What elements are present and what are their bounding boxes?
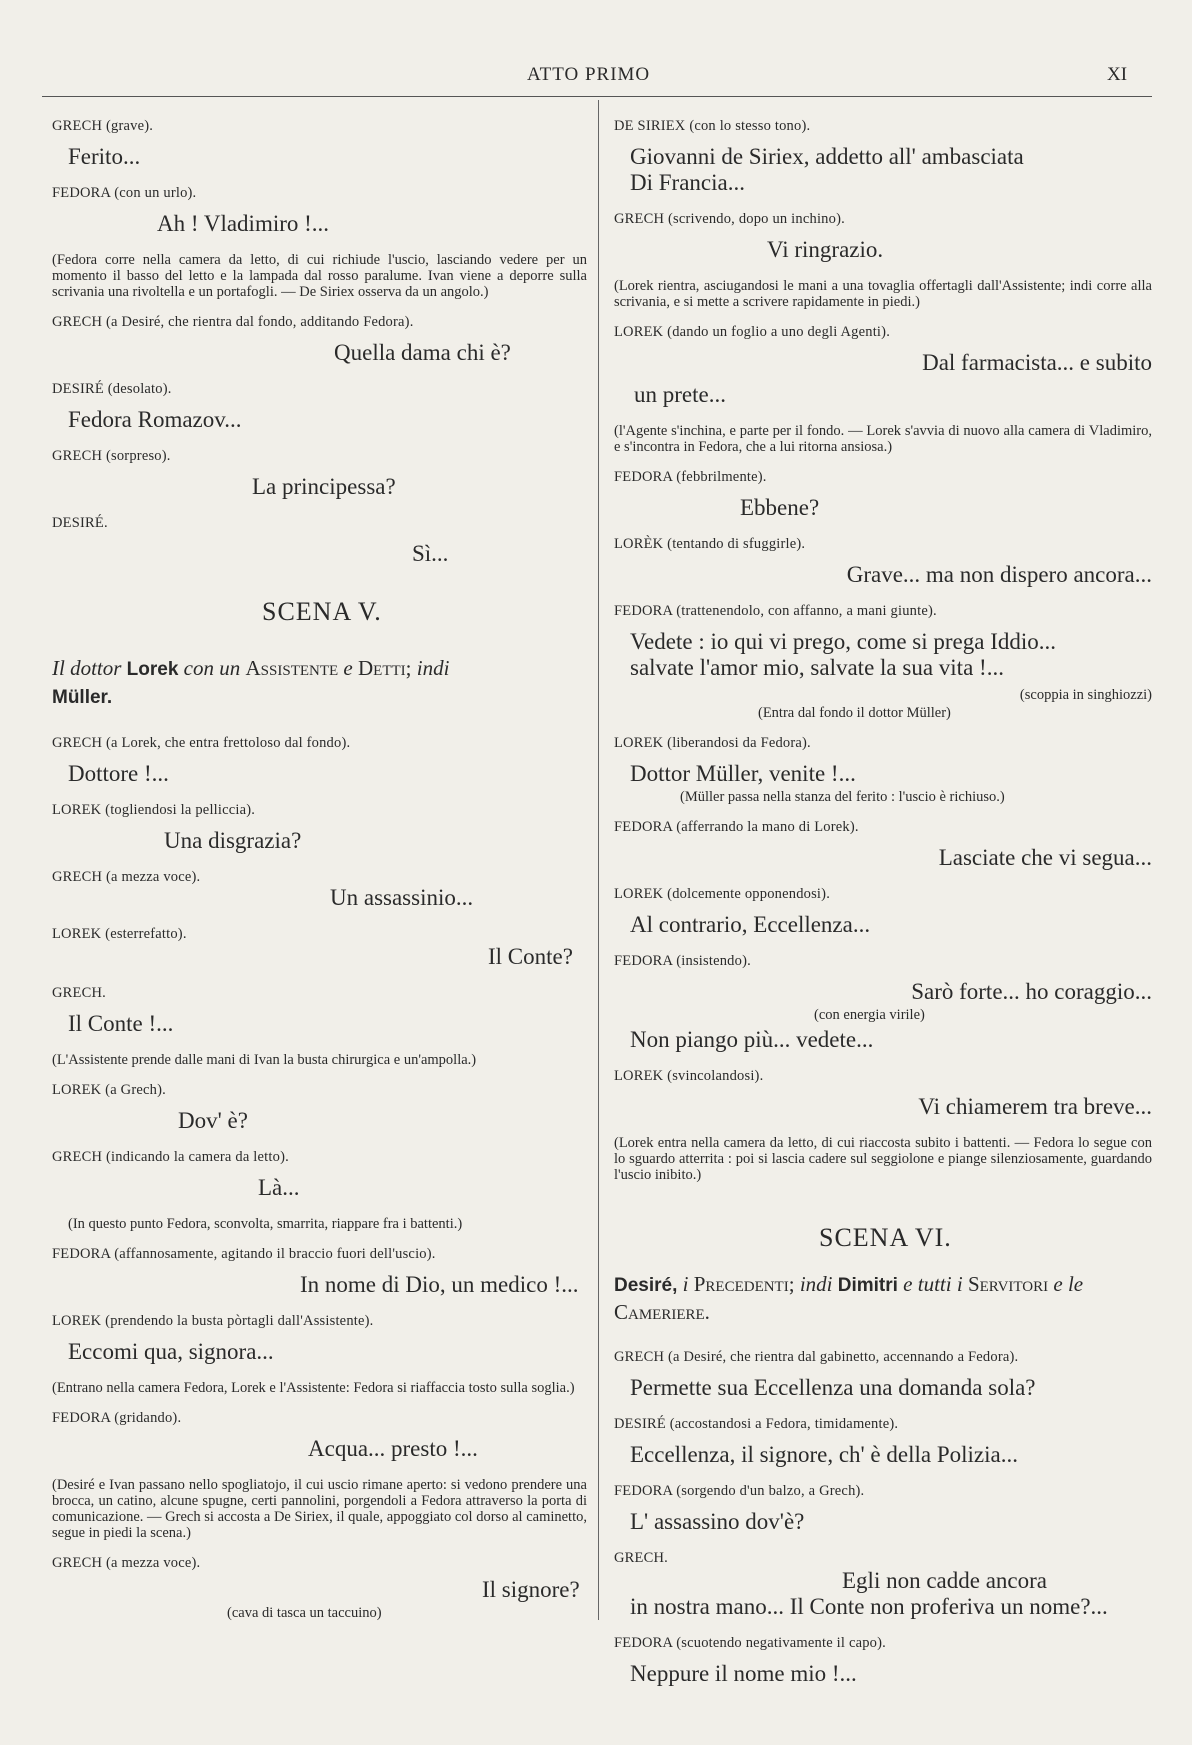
- dialogue-line: La principessa?: [252, 474, 396, 499]
- dialogue-line: Dottor Müller, venite !...: [630, 761, 856, 786]
- stage-direction: (Müller passa nella stanza del ferito : l'uscio è richiuso.): [680, 789, 1005, 805]
- dialogue-line: un prete...: [634, 382, 726, 407]
- speaker-line: LOREK (dolcemente opponendosi).: [614, 886, 831, 902]
- dialogue-line: Il Conte !...: [68, 1011, 174, 1036]
- dialogue-line: Vi ringrazio.: [767, 237, 884, 262]
- speaker-line: LOREK (prendendo la busta pòrtagli dall'Assistente).: [52, 1313, 374, 1329]
- speaker-line: GRECH (a mezza voce).: [52, 869, 201, 885]
- dialogue-line: Lasciate che vi segua...: [938, 845, 1152, 870]
- dialogue-line: Egli non cadde ancora: [842, 1568, 1047, 1593]
- stage-direction: (l'Agente s'inchina, e parte per il fondo. — Lorek s'avvia di nuovo alla camera di Vladimiro, e s'incontra in Fedora, che a lui ritorna ansiosa.): [614, 423, 1152, 455]
- stage-direction: (L'Assistente prende dalle mani di Ivan la busta chirurgica e un'ampolla.): [52, 1052, 477, 1068]
- stage-direction: (Entrano nella camera Fedora, Lorek e l'Assistente: Fedora si riaffaccia tosto sulla soglia.): [52, 1380, 575, 1396]
- speaker-line: LOREK (svincolandosi).: [614, 1068, 764, 1084]
- dialogue-line: Fedora Romazov...: [68, 407, 242, 432]
- speaker-line: FEDORA (sorgendo d'un balzo, a Grech).: [614, 1483, 865, 1499]
- stage-direction: (Desiré e Ivan passano nello spogliatojo, il cui uscio rimane aperto: si vedono prendere una brocca, un catino, alcune spugne, certi pannolini, porgendoli a Fedora attraverso la porta di comunicazione. — Grech si accosta a De Siriex, il quale, appoggiato col dorso al caminetto, segue in piedi la scena.): [52, 1477, 587, 1541]
- speaker-line: GRECH.: [52, 985, 106, 1001]
- dialogue-line: Non piango più... vedete...: [630, 1027, 874, 1052]
- dialogue-line: L' assassino dov'è?: [630, 1509, 805, 1534]
- dialogue-line: Al contrario, Eccellenza...: [630, 912, 871, 937]
- page-number: XI: [1107, 64, 1128, 85]
- speaker-line: FEDORA (con un urlo).: [52, 185, 197, 201]
- speaker-line: FEDORA (scuotendo negativamente il capo).: [614, 1635, 886, 1651]
- dialogue-line: Vedete : io qui vi prego, come si prega Iddio...: [630, 629, 1057, 654]
- speaker-line: FEDORA (affannosamente, agitando il braccio fuori dell'uscio).: [52, 1246, 436, 1262]
- dialogue-line: Giovanni de Siriex, addetto all' ambasciata: [630, 144, 1024, 169]
- stage-direction: (In questo punto Fedora, sconvolta, smarrita, riappare fra i battenti.): [68, 1216, 463, 1232]
- speaker-line: GRECH (sorpreso).: [52, 448, 171, 464]
- speaker-line: GRECH (a mezza voce).: [52, 1555, 201, 1571]
- stage-direction: (Entra dal fondo il dottor Müller): [758, 705, 951, 721]
- header-rule: [42, 96, 1152, 97]
- speaker-line: LOREK (togliendosi la pelliccia).: [52, 802, 256, 818]
- speaker-line: DESIRÉ.: [52, 515, 108, 531]
- running-title: ATTO PRIMO: [527, 64, 651, 85]
- speaker-line: GRECH (indicando la camera da letto).: [52, 1149, 289, 1165]
- dialogue-line: Acqua... presto !...: [308, 1436, 478, 1461]
- stage-direction: (scoppia in singhiozzi): [1019, 687, 1152, 703]
- dialogue-line: Vi chiamerem tra breve...: [918, 1094, 1152, 1119]
- dialogue-line: Ebbene?: [740, 495, 820, 520]
- dialogue-line: Una disgrazia?: [164, 828, 302, 853]
- stage-direction: (cava di tasca un taccuino): [227, 1605, 382, 1621]
- cast-list: Desiré, i Precedenti; indi Dimitri e tutti i Servitori e le Cameriere.: [614, 1272, 1084, 1324]
- dialogue-line: Eccellenza, il signore, ch' è della Polizia...: [630, 1442, 1018, 1467]
- speaker-line: DESIRÉ (desolato).: [52, 381, 172, 397]
- speaker-line: LORÈK (tentando di sfuggirle).: [614, 536, 806, 552]
- speaker-line: FEDORA (afferrando la mano di Lorek).: [614, 819, 859, 835]
- dialogue-line: Sarò forte... ho coraggio...: [911, 979, 1152, 1004]
- dialogue-line: salvate l'amor mio, salvate la sua vita !...: [630, 655, 1004, 680]
- scene-heading: SCENA VI.: [819, 1223, 952, 1252]
- speaker-line: FEDORA (febbrilmente).: [614, 469, 767, 485]
- speaker-line: GRECH (grave).: [52, 118, 154, 134]
- speaker-line: LOREK (esterrefatto).: [52, 926, 187, 942]
- speaker-line: GRECH (a Desiré, che rientra dal gabinetto, accennando a Fedora).: [614, 1349, 1019, 1365]
- cast-list: Il dottor Lorek con un Assistente e Detti; indi Müller.: [52, 656, 450, 708]
- dialogue-line: Il signore?: [482, 1577, 580, 1602]
- speaker-line: GRECH (a Desiré, che rientra dal fondo, additando Fedora).: [52, 314, 414, 330]
- speaker-line: DE SIRIEX (con lo stesso tono).: [614, 118, 811, 134]
- dialogue-line: Là...: [258, 1175, 300, 1200]
- stage-direction: (Fedora corre nella camera da letto, di cui richiude l'uscio, lasciando vedere per un momento il basso del letto e la lampada dal rosso paralume. Ivan viene a deporre sulla scrivania una rivoltella e un portafogli. — De Siriex osserva da un angolo.): [52, 252, 587, 300]
- dialogue-line: Quella dama chi è?: [334, 340, 511, 365]
- dialogue-line: In nome di Dio, un medico !...: [300, 1272, 579, 1297]
- dialogue-line: Dottore !...: [68, 761, 169, 786]
- speaker-line: FEDORA (trattenendolo, con affanno, a mani giunte).: [614, 603, 937, 619]
- speaker-line: FEDORA (gridando).: [52, 1410, 182, 1426]
- dialogue-line: Eccomi qua, signora...: [68, 1339, 274, 1364]
- dialogue-line: Ferito...: [68, 144, 141, 169]
- stage-direction: (Lorek entra nella camera da letto, di cui riaccosta subito i battenti. — Fedora lo segue con lo sguardo atterrita : poi si lascia cadere sul seggiolone e piange silenziosamente, guardando l'uscio inibito.): [614, 1135, 1152, 1183]
- speaker-line: LOREK (liberandosi da Fedora).: [614, 735, 811, 751]
- speaker-line: FEDORA (insistendo).: [614, 953, 751, 969]
- speaker-line: LOREK (a Grech).: [52, 1082, 166, 1098]
- dialogue-line: Di Francia...: [630, 170, 745, 195]
- stage-direction: (con energia virile): [814, 1007, 925, 1023]
- speaker-line: GRECH (a Lorek, che entra frettoloso dal fondo).: [52, 735, 351, 751]
- speaker-line: LOREK (dando un foglio a uno degli Agenti).: [614, 324, 891, 340]
- dialogue-line: Il Conte?: [488, 944, 573, 969]
- right-column: [614, 118, 1152, 1702]
- dialogue-line: in nostra mano... Il Conte non proferiva un nome?...: [630, 1594, 1108, 1619]
- dialogue-line: Un assassinio...: [330, 885, 474, 910]
- dialogue-line: Dal farmacista... e subito: [922, 350, 1152, 375]
- page-header: [0, 64, 1192, 94]
- dialogue-line: Permette sua Eccellenza una domanda sola?: [630, 1375, 1036, 1400]
- left-column: [52, 118, 587, 1635]
- column-divider: [598, 100, 599, 1620]
- dialogue-line: Grave... ma non dispero ancora...: [846, 562, 1152, 587]
- speaker-line: GRECH.: [614, 1550, 668, 1566]
- dialogue-line: Dov' è?: [178, 1108, 248, 1133]
- dialogue-line: Sì...: [412, 541, 449, 566]
- dialogue-line: Neppure il nome mio !...: [630, 1661, 857, 1686]
- stage-direction: (Lorek rientra, asciugandosi le mani a una tovaglia offertagli dall'Assistente; indi corre alla scrivania, e si mette a scrivere rapidamente in piedi.): [614, 278, 1152, 310]
- speaker-line: GRECH (scrivendo, dopo un inchino).: [614, 211, 845, 227]
- scene-heading: SCENA V.: [262, 597, 382, 626]
- dialogue-line: Ah ! Vladimiro !...: [157, 211, 330, 236]
- speaker-line: DESIRÉ (accostandosi a Fedora, timidamente).: [614, 1416, 899, 1432]
